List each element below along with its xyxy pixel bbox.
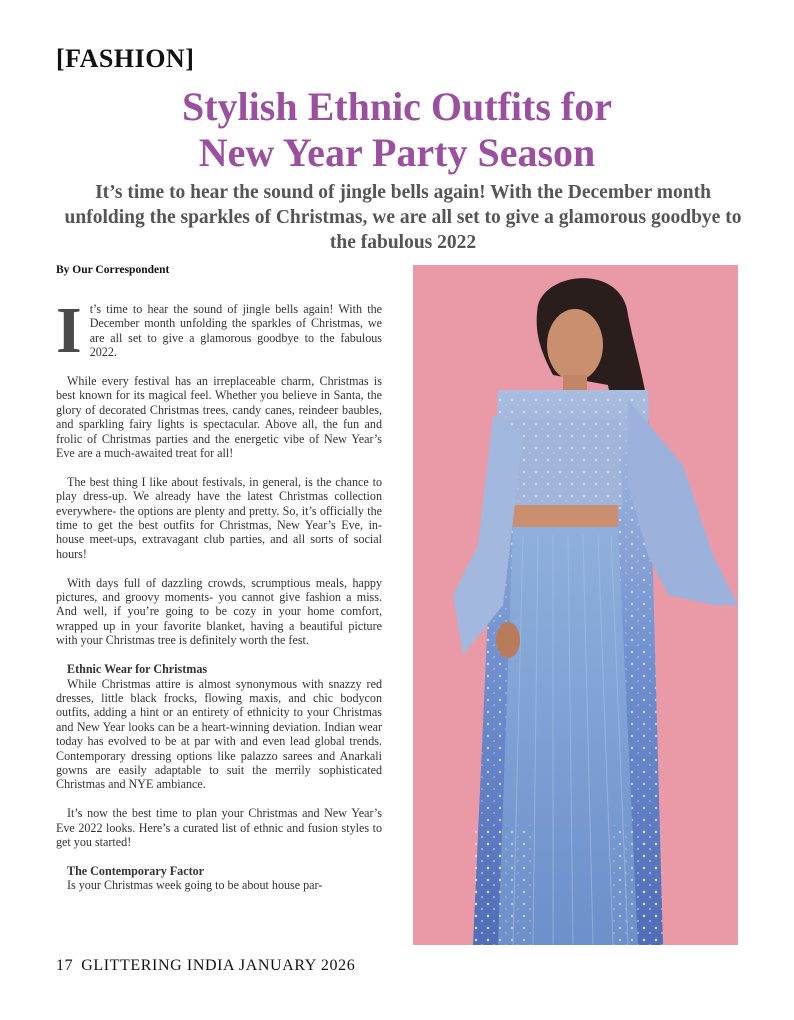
headline-line-1: Stylish Ethnic Outfits for (181, 84, 613, 129)
intro-paragraph (56, 294, 382, 367)
paragraph: The best thing I like about festivals, in general, is the chance to play dress-up. We already have the latest Christmas collection everywhere- the options are plenty and pretty. So, it’s officially the time to get the best outfits for Christmas, New Year’s Eve, in-house meet-ups, extravagant club parties, and all sorts of social hours! (56, 474, 382, 561)
page-number: 17 (56, 957, 74, 974)
midriff (513, 505, 618, 527)
model-illustration (413, 265, 738, 945)
hand (496, 622, 520, 658)
paragraph: It’s now the best time to plan your Christmas and New Year’s Eve 2022 looks. Here’s a curated list of ethnic and fusion styles to get you started! (56, 806, 382, 849)
face (547, 309, 603, 381)
dek-subtitle: It’s time to hear the sound of jingle bells again! With the December month unfolding the sparkles of Christmas, we are all set to give a glamorous goodbye to the fabulous 2022 (64, 182, 742, 253)
article-body (56, 294, 382, 893)
byline: By Our Correspondent (56, 264, 170, 276)
paragraph: While Christmas attire is almost synonymous with snazzy red dresses, little black frocks, flowing maxis, and chic bodycon outfits, adding a hint or an entirety of ethnicity to your Christmas and New Year looks can be a heart-winning deviation. Indian wear today has evolved to be at par with and even lead global trends. Contemporary dressing options like palazzo sarees and Anarkali gowns are easily adaptable to suit the merrily sophisticated Christmas and NYE ambiance. (56, 676, 382, 792)
page-footer (56, 957, 355, 975)
intro-text: t’s time to hear the sound of jingle bells again! With the December month unfolding the sparkles of Christmas, we are all set to give a glamorous goodbye to the fabulous 2022. (89, 302, 382, 360)
paragraph: While every festival has an irreplaceable charm, Christmas is best known for its magical feel. Whether you believe in Santa, the glory of decorated Christmas trees, candy canes, reindeer baubles, and sparkling fairy lights is spectacular. Above all, the fun and frolic of Christmas parties and the energetic vibe of New Year’s Eve are a much-awaited treat for all! (56, 374, 382, 461)
headline (40, 84, 754, 176)
drop-cap: I (56, 294, 82, 367)
paragraph: With days full of dazzling crowds, scrumptious meals, happy pictures, and groovy moments- you cannot give fashion a miss. And well, if you’re going to be cozy in your home comfort, wrapped up in your favorite blanket, having a beautiful picture with your Christmas tree is definitely worth the fest. (56, 575, 382, 648)
section-tag: [FASHION] (56, 44, 195, 73)
headline-line-2: New Year Party Season (198, 130, 596, 175)
subhead-contemporary-factor: The Contemporary Factor (67, 863, 205, 878)
publication-name: GLITTERING INDIA JANUARY 2026 (81, 957, 356, 974)
fashion-photo (413, 265, 738, 945)
paragraph: Is your Christmas week going to be about house par- (67, 878, 323, 893)
subhead-ethnic-wear: Ethnic Wear for Christmas (67, 662, 208, 677)
